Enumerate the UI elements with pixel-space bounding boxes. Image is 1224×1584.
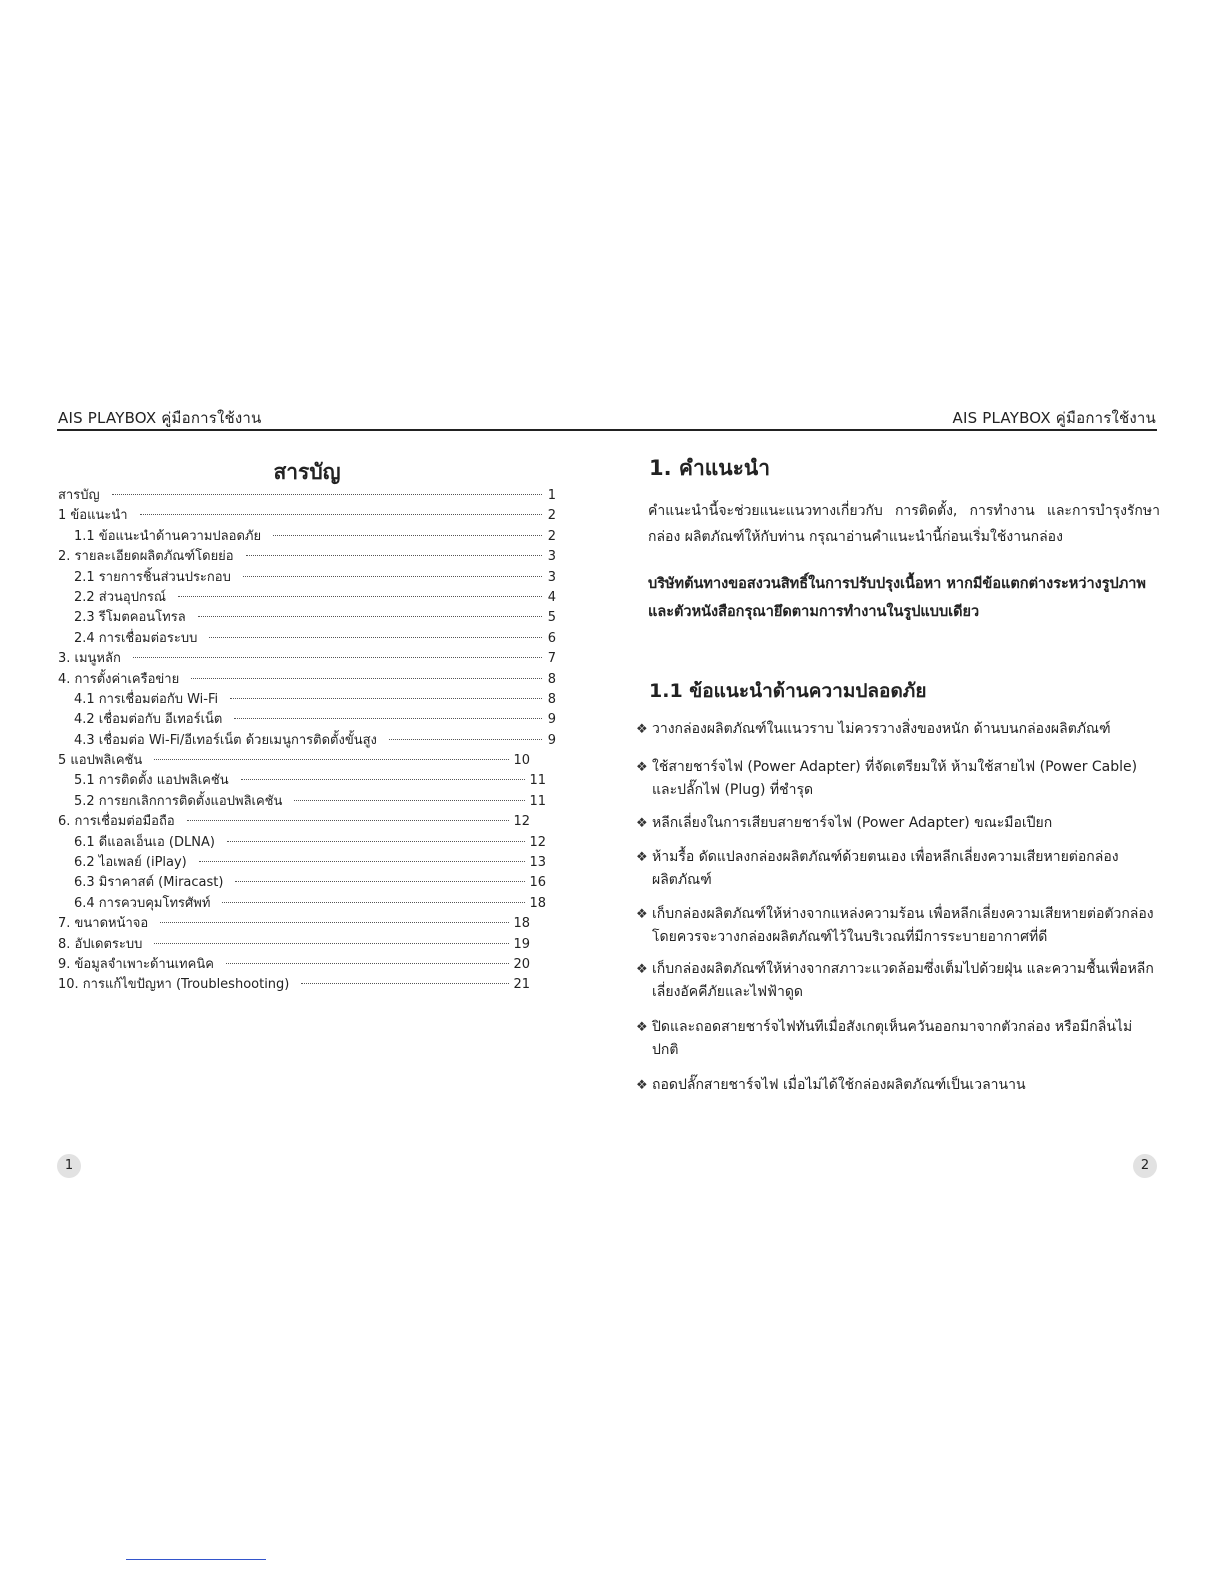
- toc-entry-label: 5 แอปพลิเคชัน: [58, 753, 143, 769]
- toc-entry-label: 10. การแก้ไขปัญหา (Troubleshooting): [58, 977, 290, 993]
- toc-leader-dots: [154, 758, 509, 760]
- toc-entry-page: 9: [547, 732, 556, 748]
- toc-entry-label: สารบัญ: [58, 488, 100, 503]
- toc-entry: [58, 955, 530, 975]
- subsection-title: 1.1 ข้อแนะนำด้านความปลอดภัย: [649, 680, 927, 702]
- safety-item-text: วางกล่องผลิตภัณฑ์ในแนวราบ ไม่ควรวางสิ่งของหนัก ด้านบนกล่องผลิตภัณฑ์: [652, 721, 1111, 737]
- toc-entry: [58, 506, 556, 526]
- toc-entry: [58, 873, 546, 893]
- page-number-right: 2: [1133, 1154, 1157, 1178]
- toc-entry-label: 4.2 เชื่อมต่อกับ อีเทอร์เน็ต: [74, 712, 223, 728]
- toc-entry-label: 6. การเชื่อมต่อมือถือ: [58, 814, 175, 830]
- toc-leader-dots: [243, 575, 542, 577]
- toc-entry-page: 11: [529, 773, 546, 789]
- safety-item: [636, 846, 1158, 892]
- toc-entry: [58, 710, 556, 730]
- safety-item: [636, 1016, 1158, 1062]
- toc-leader-dots: [389, 738, 542, 740]
- footer-underline: [126, 1559, 266, 1560]
- toc-entry-label: 2.2 ส่วนอุปกรณ์: [74, 589, 166, 605]
- diamond-bullet-icon: ❖: [636, 962, 648, 977]
- toc-entry-page: 1: [547, 488, 556, 503]
- diamond-bullet-icon: ❖: [636, 907, 648, 922]
- toc-entry-page: 4: [547, 589, 556, 605]
- safety-item: [636, 718, 1158, 741]
- toc-leader-dots: [187, 819, 510, 821]
- toc-entry: [58, 771, 546, 791]
- safety-item: [636, 1074, 1158, 1097]
- toc-entry: [58, 894, 546, 914]
- toc-entry-page: 5: [547, 610, 556, 626]
- toc-entry: [58, 853, 546, 873]
- toc-entry-label: 3. เมนูหลัก: [58, 651, 121, 667]
- toc-leader-dots: [273, 534, 542, 536]
- toc-entry-label: 5.1 การติดตั้ง แอปพลิเคชัน: [74, 773, 229, 789]
- toc-leader-dots: [235, 880, 525, 882]
- toc-entry-page: 13: [529, 855, 546, 871]
- toc-entry-label: 2.1 รายการชิ้นส่วนประกอบ: [74, 569, 231, 585]
- safety-item: [636, 903, 1158, 949]
- toc-entry-page: 9: [547, 712, 556, 728]
- toc-entry: [58, 649, 556, 669]
- diamond-bullet-icon: ❖: [636, 722, 648, 737]
- toc-entry-label: 4.1 การเชื่อมต่อกับ Wi-Fi: [74, 691, 219, 707]
- toc-leader-dots: [246, 554, 542, 556]
- toc-entry-page: 10: [513, 753, 530, 769]
- toc-entry: [58, 486, 556, 506]
- safety-item: [636, 958, 1158, 1004]
- diamond-bullet-icon: ❖: [636, 850, 648, 865]
- toc-leader-dots: [160, 921, 509, 923]
- toc-entry: [58, 731, 556, 751]
- toc-entry-page: 19: [513, 936, 530, 952]
- toc-entry-page: 20: [513, 956, 530, 972]
- toc-entry-page: 21: [513, 977, 530, 993]
- toc-entry-label: 9. ข้อมูลจำเพาะด้านเทคนิค: [58, 956, 214, 972]
- toc-leader-dots: [198, 615, 542, 617]
- toc-entry-label: 6.3 มิราคาสต์ (Miracast): [74, 875, 224, 891]
- toc-entry: [58, 792, 546, 812]
- safety-item-text: หลีกเลี่ยงในการเสียบสายชาร์จไฟ (Power Adapter) ขณะมือเปียก: [652, 815, 1053, 831]
- toc-entry-page: 6: [547, 630, 556, 646]
- safety-item-text: เก็บกล่องผลิตภัณฑ์ให้ห่างจากสภาวะแวดล้อมซึ่งเต็มไปด้วยฝุ่น และความชื้นเพื่อหลีกเลี่ยงอัคคีภัยและไฟฟ้าดูด: [652, 961, 1154, 1000]
- diamond-bullet-icon: ❖: [636, 1078, 648, 1093]
- toc-entry-page: 18: [529, 895, 546, 911]
- safety-item: [636, 756, 1158, 802]
- toc-entry-page: 11: [529, 793, 546, 809]
- toc-entry: [58, 975, 530, 995]
- diamond-bullet-icon: ❖: [636, 816, 648, 831]
- running-header-right: AIS PLAYBOX คู่มือการใช้งาน: [952, 409, 1156, 427]
- toc-leader-dots: [234, 717, 542, 719]
- toc-leader-dots: [209, 636, 542, 638]
- toc-entry: [58, 812, 530, 832]
- toc-entry-label: 2.3 รีโมตคอนโทรล: [74, 610, 186, 626]
- toc-leader-dots: [191, 677, 542, 679]
- intro-paragraph: คำแนะนำนี้จะช่วยแนะแนวทางเกี่ยวกับ การติดตั้ง, การทำงาน และการบำรุงรักษากล่อง ผลิตภัณฑ์ให้กับท่าน กรุณาอ่านคำแนะนำนี้ก่อนเริ่มใช้งานกล่อง: [648, 503, 1160, 545]
- toc-title: สารบัญ: [273, 460, 341, 484]
- toc-entry-label: 6.1 ดีแอลเอ็นเอ (DLNA): [74, 834, 215, 850]
- toc-entry: [58, 670, 556, 690]
- toc-leader-dots: [178, 595, 542, 597]
- toc-entry-page: 8: [547, 691, 556, 707]
- toc-entry-label: 2.4 การเชื่อมต่อระบบ: [74, 630, 198, 646]
- toc-entry: [58, 568, 556, 588]
- toc-entry: [58, 588, 556, 608]
- toc-entry-page: 12: [529, 834, 546, 850]
- toc-entry-label: 1 ข้อแนะนำ: [58, 508, 128, 524]
- toc-entry-label: 2. รายละเอียดผลิตภัณฑ์โดยย่อ: [58, 549, 234, 565]
- toc-entry: [58, 608, 556, 628]
- safety-item: [636, 812, 1158, 835]
- header-divider: [57, 429, 1157, 431]
- section-title: 1. คำแนะนำ: [649, 456, 771, 480]
- diamond-bullet-icon: ❖: [636, 760, 648, 775]
- toc-entry-page: 2: [547, 508, 556, 524]
- toc-entry: [58, 629, 556, 649]
- toc-entry-label: 5.2 การยกเลิกการติดตั้งแอปพลิเคชัน: [74, 793, 283, 809]
- toc-entry: [58, 690, 556, 710]
- safety-item-text: เก็บกล่องผลิตภัณฑ์ให้ห่างจากแหล่งความร้อน เพื่อหลีกเลี่ยงความเสียหายต่อตัวกล่อง โดยควรจะวางกล่องผลิตภัณฑ์ไว้ในบริเวณที่มีการระบายอากาศที่ดี: [652, 906, 1154, 945]
- toc-leader-dots: [301, 982, 509, 984]
- toc-leader-dots: [230, 697, 542, 699]
- toc-entry-page: 8: [547, 671, 556, 687]
- toc-entry: [58, 914, 530, 934]
- toc-leader-dots: [294, 799, 525, 801]
- safety-item-text: ใช้สายชาร์จไฟ (Power Adapter) ที่จัดเตรียมให้ ห้ามใช้สายไฟ (Power Cable) และปลั๊กไฟ (Plug) ที่ชำรุด: [652, 759, 1138, 798]
- safety-item-text: ถอดปลั๊กสายชาร์จไฟ เมื่อไม่ได้ใช้กล่องผลิตภัณฑ์เป็นเวลานาน: [652, 1077, 1026, 1093]
- toc-entry-label: 4. การตั้งค่าเครือข่าย: [58, 671, 180, 687]
- toc-entry-page: 18: [513, 916, 530, 932]
- page-number-left: 1: [57, 1154, 81, 1178]
- toc-entry-label: 4.3 เชื่อมต่อ Wi-Fi/อีเทอร์เน็ต ด้วยเมนูการติดตั้งขั้นสูง: [74, 732, 377, 748]
- toc-entry-page: 3: [547, 569, 556, 585]
- safety-item-text: ปิดและถอดสายชาร์จไฟทันทีเมื่อสังเกตุเห็นควันออกมาจากตัวกล่อง หรือมีกลิ่นไม่ปกติ: [652, 1019, 1133, 1058]
- notice-paragraph: บริษัทต้นทางขอสงวนสิทธิ์ในการปรับปรุงเนื้อหา หากมีข้อแตกต่างระหว่างรูปภาพและตัวหนังสือกรุณายึดตามการทำงานในรูปแบบเดียว: [648, 576, 1146, 620]
- toc-entry-page: 16: [529, 875, 546, 891]
- toc-leader-dots: [222, 901, 525, 903]
- toc-entry-label: 1.1 ข้อแนะนำด้านความปลอดภัย: [74, 528, 262, 544]
- toc-entry-page: 2: [547, 528, 556, 544]
- toc-entry: [58, 527, 556, 547]
- diamond-bullet-icon: ❖: [636, 1020, 648, 1035]
- toc-entry: [58, 935, 530, 955]
- toc-entry-page: 12: [513, 814, 530, 830]
- toc-entry-label: 8. อัปเดตระบบ: [58, 936, 143, 952]
- table-of-contents: [58, 486, 556, 996]
- toc-leader-dots: [133, 656, 542, 658]
- toc-entry: [58, 833, 546, 853]
- safety-item-text: ห้ามรื้อ ดัดแปลงกล่องผลิตภัณฑ์ด้วยตนเอง เพื่อหลีกเลี่ยงความเสียหายต่อกล่องผลิตภัณฑ์: [652, 849, 1119, 888]
- toc-entry-page: 7: [547, 651, 556, 667]
- toc-entry-label: 7. ขนาดหน้าจอ: [58, 916, 149, 932]
- toc-entry-label: 6.2 ไอเพลย์ (iPlay): [74, 855, 187, 871]
- toc-entry-page: 3: [547, 549, 556, 565]
- toc-entry: [58, 547, 556, 567]
- toc-leader-dots: [241, 778, 526, 780]
- toc-leader-dots: [140, 513, 542, 515]
- toc-leader-dots: [112, 493, 542, 495]
- toc-leader-dots: [199, 860, 526, 862]
- running-header-left: AIS PLAYBOX คู่มือการใช้งาน: [58, 409, 262, 427]
- toc-entry-label: 6.4 การควบคุมโทรศัพท์: [74, 895, 211, 911]
- toc-leader-dots: [227, 840, 526, 842]
- toc-entry: [58, 751, 530, 771]
- toc-leader-dots: [154, 942, 509, 944]
- toc-leader-dots: [226, 962, 510, 964]
